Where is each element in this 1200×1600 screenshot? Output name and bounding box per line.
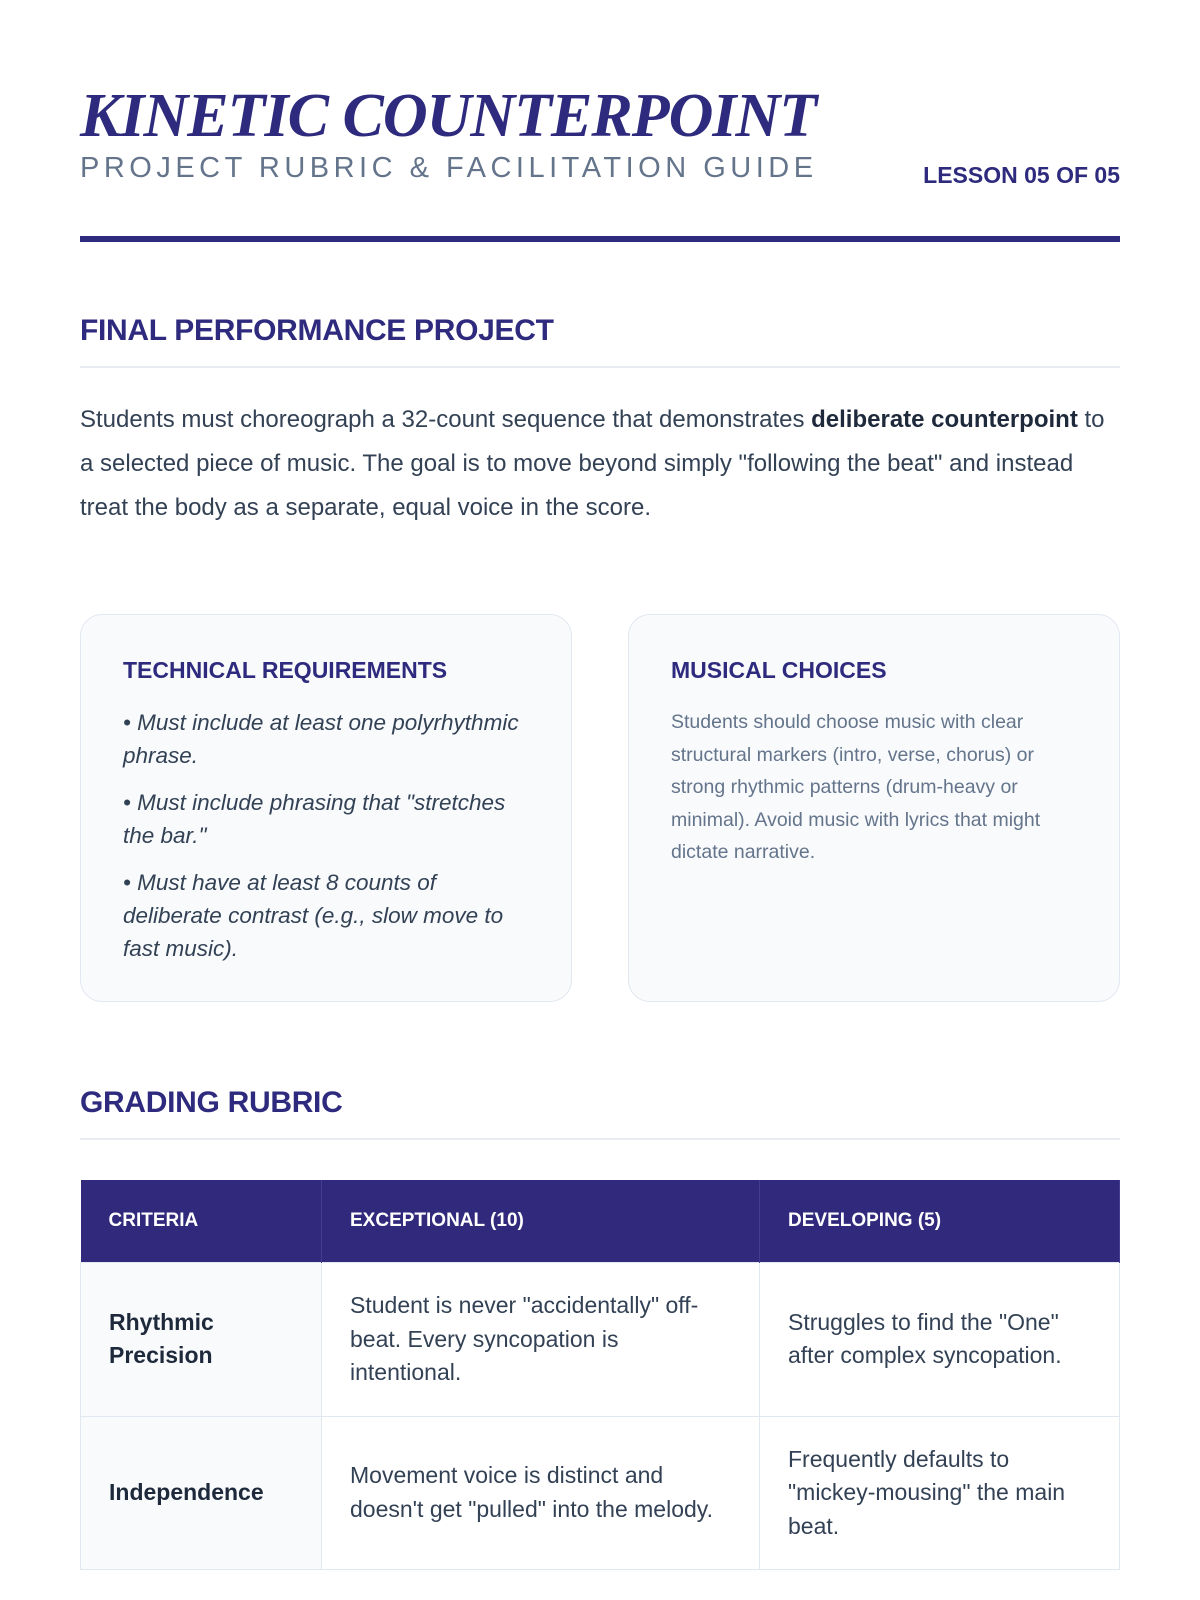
table-row bbox=[81, 1263, 1120, 1417]
document-subtitle: PROJECT RUBRIC & FACILITATION GUIDE bbox=[80, 152, 818, 184]
card-heading: MUSICAL CHOICES bbox=[671, 657, 887, 683]
developing-cell: Struggles to find the "One" after complex syncopation. bbox=[760, 1263, 1120, 1417]
musical-choices-text: Students should choose music with clear structural markers (intro, verse, chorus) or strong rhythmic patterns (drum-heavy or minimal). Avoid music with lyrics that might dictate narrative. bbox=[671, 711, 1041, 863]
project-intro bbox=[80, 398, 1120, 530]
requirement-item: • Must include at least one polyrhythmic phrase. bbox=[123, 710, 519, 768]
document-title: KINETIC COUNTERPOINT bbox=[80, 82, 817, 150]
column-header: CRITERIA bbox=[81, 1180, 322, 1263]
header bbox=[80, 0, 1120, 242]
requirement-item: • Must have at least 8 counts of deliberate contrast (e.g., slow move to fast music). bbox=[123, 870, 504, 961]
intro-emphasis: deliberate counterpoint bbox=[811, 406, 1078, 433]
rubric-table bbox=[80, 1180, 1120, 1570]
project-section bbox=[80, 314, 1120, 530]
cards bbox=[80, 614, 1120, 1002]
intro-text: Students must choreograph a 32-count sequence that demonstrates bbox=[80, 406, 812, 433]
card-heading: TECHNICAL REQUIREMENTS bbox=[123, 657, 448, 683]
table-header-row bbox=[81, 1180, 1120, 1263]
technical-requirements-card bbox=[80, 614, 572, 1002]
rubric-section bbox=[80, 1086, 1120, 1570]
column-header: EXCEPTIONAL (10) bbox=[322, 1180, 760, 1263]
table-row bbox=[81, 1416, 1120, 1570]
requirement-item: • Must include phrasing that "stretches the bar." bbox=[123, 790, 506, 848]
exceptional-cell: Movement voice is distinct and doesn't get "pulled" into the melody. bbox=[322, 1416, 760, 1570]
column-header: DEVELOPING (5) bbox=[760, 1180, 1120, 1263]
section-heading-rubric: GRADING RUBRIC bbox=[80, 1086, 1120, 1140]
developing-cell: Frequently defaults to "mickey-mousing" the main beat. bbox=[760, 1416, 1120, 1570]
lesson-indicator: LESSON 05 OF 05 bbox=[923, 162, 1120, 188]
musical-choices-card bbox=[628, 614, 1120, 1002]
section-heading-project: FINAL PERFORMANCE PROJECT bbox=[80, 314, 1120, 368]
criteria-cell: Rhythmic Precision bbox=[81, 1263, 322, 1417]
exceptional-cell: Student is never "accidentally" off-beat. Every syncopation is intentional. bbox=[322, 1263, 760, 1417]
criteria-cell: Independence bbox=[81, 1416, 322, 1570]
intro-text-end: to a selected piece of music. The goal is to move beyond simply "following the beat" and instead treat the body as a separate, equal voice in the score. bbox=[80, 406, 1105, 521]
